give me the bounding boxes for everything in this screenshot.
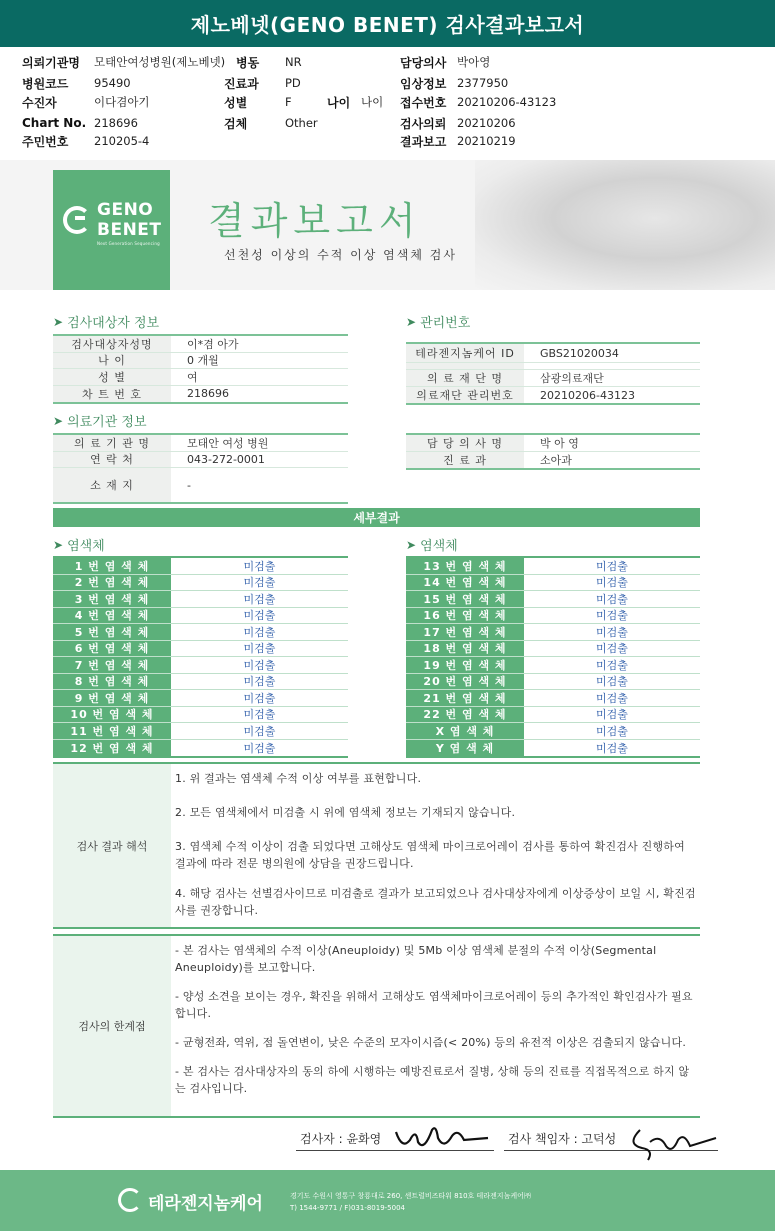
chromosome-row bbox=[53, 657, 348, 674]
header-row bbox=[22, 74, 131, 92]
chromosome-label: 17 번 염 색 체 bbox=[406, 624, 524, 640]
chromosome-row bbox=[406, 641, 700, 658]
chromosome-result: 미검출 bbox=[596, 658, 628, 672]
interpretation-box bbox=[53, 762, 700, 929]
chromosome-result: 미검출 bbox=[596, 675, 628, 689]
report-banner bbox=[0, 160, 775, 290]
document-title: 제노베넷(GENO BENET) 검사결과보고서 bbox=[0, 0, 775, 47]
chromosome-result: 미검출 bbox=[243, 691, 276, 705]
header-value: 박아영 bbox=[457, 55, 491, 69]
row-label: 의 료 기 관 명 bbox=[53, 435, 171, 451]
header-label: 검체 bbox=[224, 116, 248, 131]
chromosome-label: 21 번 염 색 체 bbox=[406, 690, 524, 706]
row-label: 진 료 과 bbox=[406, 452, 524, 469]
chromosome-row bbox=[406, 608, 700, 625]
row-label-blank bbox=[406, 363, 524, 369]
header-label: 주민번호 bbox=[22, 134, 69, 149]
header-row bbox=[22, 93, 150, 111]
section-arrow-icon: ➤ bbox=[406, 314, 417, 329]
header-value: 95490 bbox=[94, 76, 131, 90]
section-title-management bbox=[406, 312, 470, 331]
section-arrow-icon: ➤ bbox=[53, 314, 64, 329]
chromosome-label: 2 번 염 색 체 bbox=[53, 575, 171, 591]
chromosome-label: 8 번 염 색 체 bbox=[53, 674, 171, 690]
chromosome-row bbox=[53, 591, 348, 608]
section-arrow-icon: ➤ bbox=[406, 537, 417, 552]
header-row bbox=[400, 93, 556, 111]
row-label: 의료재단 관리번호 bbox=[406, 387, 524, 403]
table-row bbox=[406, 344, 700, 363]
section-arrow-icon: ➤ bbox=[53, 537, 64, 552]
section-title-text: 의료기관 정보 bbox=[67, 415, 147, 430]
manager-signature-icon bbox=[620, 1124, 720, 1164]
chromosome-label: 15 번 염 색 체 bbox=[406, 591, 524, 607]
header-label: 수진자 bbox=[22, 95, 57, 110]
header-label: 결과보고 bbox=[400, 134, 447, 149]
row-label: 성 별 bbox=[53, 369, 171, 385]
tester-signature-label: 검사자 : 윤화영 bbox=[300, 1132, 382, 1146]
banner-subtitle: 선천성 이상의 수적 이상 염색체 검사 bbox=[224, 248, 457, 262]
row-label: 소 재 지 bbox=[53, 468, 171, 502]
chromosome-result: 미검출 bbox=[243, 724, 276, 738]
header-value: 20210206-43123 bbox=[457, 95, 557, 109]
section-title-chromosome-right bbox=[406, 535, 458, 554]
table-row bbox=[53, 353, 348, 370]
table-row bbox=[406, 387, 700, 403]
header-label: 의뢰기관명 bbox=[22, 55, 80, 70]
chromosome-result: 미검출 bbox=[243, 658, 276, 672]
tester-signature-icon bbox=[392, 1122, 492, 1156]
chromosome-result: 미검출 bbox=[596, 576, 628, 590]
header-value: 2377950 bbox=[457, 76, 509, 90]
chromosome-row bbox=[53, 740, 348, 757]
table-row bbox=[53, 369, 348, 386]
header-label: 나이 bbox=[327, 95, 351, 110]
chromosome-label: 12 번 염 색 체 bbox=[53, 740, 171, 757]
chromosome-result: 미검출 bbox=[243, 741, 276, 755]
header-row bbox=[327, 93, 383, 111]
header-row bbox=[400, 114, 516, 132]
chromosome-result: 미검출 bbox=[243, 625, 276, 639]
row-value: GBS21020034 bbox=[540, 346, 619, 360]
row-value: 여 bbox=[187, 370, 198, 384]
chromosome-result: 미검출 bbox=[596, 724, 628, 738]
limitations-item: - 균형전좌, 역위, 점 돌연변이, 낮은 수준의 모자이시즘(< 20%) 등의 유전적 이상은 검출되지 않습니다. bbox=[175, 1036, 687, 1049]
company-name: 테라젠지놈케어 bbox=[148, 1194, 263, 1214]
limitations-item: - 본 검사는 검사대상자의 동의 하에 시행하는 예방진료로서 질병, 상해 등의 진료를 직접목적으로 하지 않는 검사입니다. bbox=[175, 1065, 690, 1095]
section-title-text: 관리번호 bbox=[420, 316, 471, 331]
geno-benet-logo bbox=[53, 170, 170, 290]
chromosome-label: 10 번 염 색 체 bbox=[53, 707, 171, 723]
row-label: 차 트 번 호 bbox=[53, 386, 171, 403]
interpretation-item: 3. 염색체 수적 이상이 검출 되었다면 고해상도 염색체 마이크로어레이 검사를 통하여 확진검사 진행하여 결과에 따라 전문 병의원에 상담을 권장드립니다. bbox=[175, 840, 685, 870]
chromosome-row bbox=[53, 674, 348, 691]
chromosome-label: 1 번 염 색 체 bbox=[53, 558, 171, 574]
subject-table bbox=[53, 334, 348, 404]
chromosome-table-left bbox=[53, 556, 348, 758]
header-label: 성별 bbox=[224, 95, 248, 110]
header-label: 병동 bbox=[236, 55, 260, 70]
chromosome-row bbox=[53, 558, 348, 575]
limitations-box bbox=[53, 934, 700, 1118]
section-title-text: 검사대상자 정보 bbox=[67, 316, 160, 331]
row-value: 20210206-43123 bbox=[540, 388, 635, 402]
chromosome-result: 미검출 bbox=[596, 592, 628, 606]
chromosome-label: 5 번 염 색 체 bbox=[53, 624, 171, 640]
logo-mark-icon bbox=[63, 206, 91, 234]
row-value: 소아과 bbox=[540, 453, 572, 467]
section-arrow-icon: ➤ bbox=[53, 413, 64, 428]
header-row bbox=[400, 53, 490, 71]
management-table bbox=[406, 342, 700, 405]
chromosome-result: 미검출 bbox=[596, 642, 628, 656]
chromosome-label: 3 번 염 색 체 bbox=[53, 591, 171, 607]
chromosome-result: 미검출 bbox=[596, 625, 628, 639]
chromosome-row bbox=[53, 608, 348, 625]
table-row bbox=[53, 468, 348, 502]
row-value: 0 개월 bbox=[187, 354, 219, 368]
table-row bbox=[53, 435, 348, 452]
company-logo-icon bbox=[118, 1188, 142, 1212]
table-row bbox=[53, 386, 348, 403]
limitations-item: - 본 검사는 염색체의 수적 이상(Aneuploidy) 및 5Mb 이상 염색체 분절의 수적 이상(Segmental Aneuploidy)를 보고합니다. bbox=[175, 944, 657, 974]
chromosome-row bbox=[406, 740, 700, 757]
chromosome-label: 6 번 염 색 체 bbox=[53, 641, 171, 657]
chromosome-label: 19 번 염 색 체 bbox=[406, 657, 524, 673]
manager-signature-label: 검사 책임자 : 고덕성 bbox=[508, 1132, 617, 1146]
chromosome-row bbox=[406, 624, 700, 641]
chromosome-result: 미검출 bbox=[243, 642, 276, 656]
section-title-institution bbox=[53, 411, 147, 430]
header-value: Other bbox=[285, 116, 318, 130]
chromosome-label: 20 번 염 색 체 bbox=[406, 674, 524, 690]
interpretation-item: 2. 모든 염색체에서 미검출 시 위에 염색체 정보는 기재되지 않습니다. bbox=[175, 806, 516, 819]
header-value: 모태안여성병원(제노베넷) bbox=[94, 55, 226, 69]
phone-line: T) 1544-9771 / F)031-8019-5004 bbox=[290, 1204, 405, 1212]
row-value: 043-272-0001 bbox=[187, 452, 265, 466]
header-value: 이다겸아기 bbox=[94, 95, 150, 109]
header-label: 접수번호 bbox=[400, 95, 447, 110]
row-value: 218696 bbox=[187, 387, 229, 401]
row-value: - bbox=[187, 478, 191, 492]
chromosome-label: 4 번 염 색 체 bbox=[53, 608, 171, 624]
header-value: 218696 bbox=[94, 116, 138, 130]
interpretation-item: 1. 위 결과는 염색체 수적 이상 여부를 표현합니다. bbox=[175, 772, 422, 785]
header-label: 검사의뢰 bbox=[400, 116, 447, 131]
table-row bbox=[406, 452, 700, 469]
header-row bbox=[22, 132, 149, 150]
chromosome-result: 미검출 bbox=[243, 609, 276, 623]
header-value: NR bbox=[285, 55, 302, 69]
logo-text: GENO bbox=[97, 200, 154, 220]
limitations-text bbox=[171, 936, 700, 1116]
row-label: 의 료 재 단 명 bbox=[406, 370, 524, 386]
chromosome-result: 미검출 bbox=[596, 741, 628, 755]
header-row bbox=[400, 132, 516, 150]
chromosome-label: 7 번 염 색 체 bbox=[53, 657, 171, 673]
institution-right-table bbox=[406, 433, 700, 470]
row-label: 연 락 처 bbox=[53, 452, 171, 468]
row-label: 검사대상자성명 bbox=[53, 336, 171, 352]
section-title-subject bbox=[53, 312, 159, 331]
header-row bbox=[224, 93, 292, 111]
section-title-chromosome-left bbox=[53, 535, 105, 554]
header-value: 20210219 bbox=[457, 134, 516, 148]
chromosome-result: 미검출 bbox=[243, 559, 276, 573]
section-title-text: 염색체 bbox=[67, 539, 105, 554]
chromosome-row bbox=[406, 723, 700, 740]
chromosome-row bbox=[53, 641, 348, 658]
chromosome-row bbox=[53, 575, 348, 592]
table-row bbox=[406, 435, 700, 452]
interpretation-text bbox=[171, 764, 700, 927]
row-value: 모태안 여성 병원 bbox=[187, 436, 269, 450]
header-row bbox=[400, 74, 508, 92]
detail-results-bar: 세부결과 bbox=[53, 508, 700, 527]
header-row bbox=[22, 114, 138, 132]
banner-title: 결과보고서 bbox=[208, 199, 422, 243]
chromosome-label: 14 번 염 색 체 bbox=[406, 575, 524, 591]
chromosome-label: 11 번 염 색 체 bbox=[53, 723, 171, 739]
table-row bbox=[406, 370, 700, 387]
chromosome-label: 18 번 염 색 체 bbox=[406, 641, 524, 657]
header-label: Chart No. bbox=[22, 116, 87, 130]
chromosome-result: 미검출 bbox=[596, 559, 628, 573]
chromosome-label: 16 번 염 색 체 bbox=[406, 608, 524, 624]
chromosome-label: 13 번 염 색 체 bbox=[406, 558, 524, 574]
header-value: F bbox=[285, 95, 292, 109]
row-value: 박 아 영 bbox=[540, 436, 579, 450]
chromosome-result: 미검출 bbox=[243, 576, 276, 590]
logo-tagline: Next Generation Sequencing bbox=[97, 241, 160, 246]
chromosome-row bbox=[53, 690, 348, 707]
chromosome-result: 미검출 bbox=[596, 609, 628, 623]
header-label: 임상정보 bbox=[400, 76, 447, 91]
logo-text: BENET bbox=[97, 220, 162, 240]
header-value: 나이 bbox=[361, 95, 384, 109]
company-address bbox=[290, 1190, 531, 1214]
header-row bbox=[22, 53, 225, 71]
header-row bbox=[224, 114, 318, 132]
header-row bbox=[236, 53, 302, 71]
interpretation-item: 4. 해당 검사는 선별검사이므로 미검출로 결과가 보고되었으나 검사대상자에게 이상증상이 보일 시, 확진검사를 권장합니다. bbox=[175, 887, 696, 917]
address-line: 경기도 수원시 영통구 창룡대로 260, 센트럴비즈타워 810호 테라젠지놈케어㈜ bbox=[290, 1192, 531, 1200]
row-label: 담 당 의 사 명 bbox=[406, 435, 524, 451]
chromosome-row bbox=[406, 591, 700, 608]
chromosome-row bbox=[53, 624, 348, 641]
chromosome-result: 미검출 bbox=[243, 708, 276, 722]
table-row-spacer bbox=[406, 363, 700, 370]
chromosome-row bbox=[406, 657, 700, 674]
limitations-item: - 양성 소견을 보이는 경우, 확진을 위해서 고해상도 염색체마이크로어레이 등의 추가적인 확인검사가 필요합니다. bbox=[175, 990, 693, 1020]
table-row bbox=[53, 336, 348, 353]
limitations-label: 검사의 한계점 bbox=[53, 936, 171, 1116]
row-value: 이*겸 아가 bbox=[187, 337, 239, 351]
institution-table bbox=[53, 433, 348, 504]
chromosome-result: 미검출 bbox=[243, 675, 276, 689]
header-value: 210205-4 bbox=[94, 134, 150, 148]
header-label: 병원코드 bbox=[22, 76, 69, 91]
header-value: PD bbox=[285, 76, 301, 90]
chromosome-row bbox=[406, 707, 700, 724]
row-value: 삼광의료재단 bbox=[540, 372, 604, 385]
chromosome-result: 미검출 bbox=[243, 592, 276, 606]
header-value: 20210206 bbox=[457, 116, 516, 130]
footer bbox=[0, 1170, 775, 1231]
chromosome-row bbox=[406, 674, 700, 691]
chromosome-result: 미검출 bbox=[596, 691, 628, 705]
row-label: 테라젠지놈케어 ID bbox=[406, 344, 524, 362]
chromosome-row bbox=[406, 690, 700, 707]
chromosome-row bbox=[53, 723, 348, 740]
chromosome-table-right bbox=[406, 556, 700, 758]
chromosome-label: 22 번 염 색 체 bbox=[406, 707, 524, 723]
chromosome-result: 미검출 bbox=[596, 708, 628, 722]
header-label: 진료과 bbox=[224, 76, 259, 91]
header-label: 담당의사 bbox=[400, 55, 447, 70]
baby-feet-photo bbox=[475, 160, 775, 290]
table-row bbox=[53, 452, 348, 469]
chromosome-row bbox=[53, 707, 348, 724]
header-row bbox=[224, 74, 301, 92]
chromosome-label: 9 번 염 색 체 bbox=[53, 690, 171, 706]
chromosome-label: X 염 색 체 bbox=[406, 723, 524, 739]
interpretation-label: 검사 결과 해석 bbox=[53, 764, 171, 927]
section-title-text: 염색체 bbox=[420, 539, 458, 554]
chromosome-row bbox=[406, 575, 700, 592]
chromosome-row bbox=[406, 558, 700, 575]
row-label: 나 이 bbox=[53, 353, 171, 369]
chromosome-label: Y 염 색 체 bbox=[406, 740, 524, 757]
